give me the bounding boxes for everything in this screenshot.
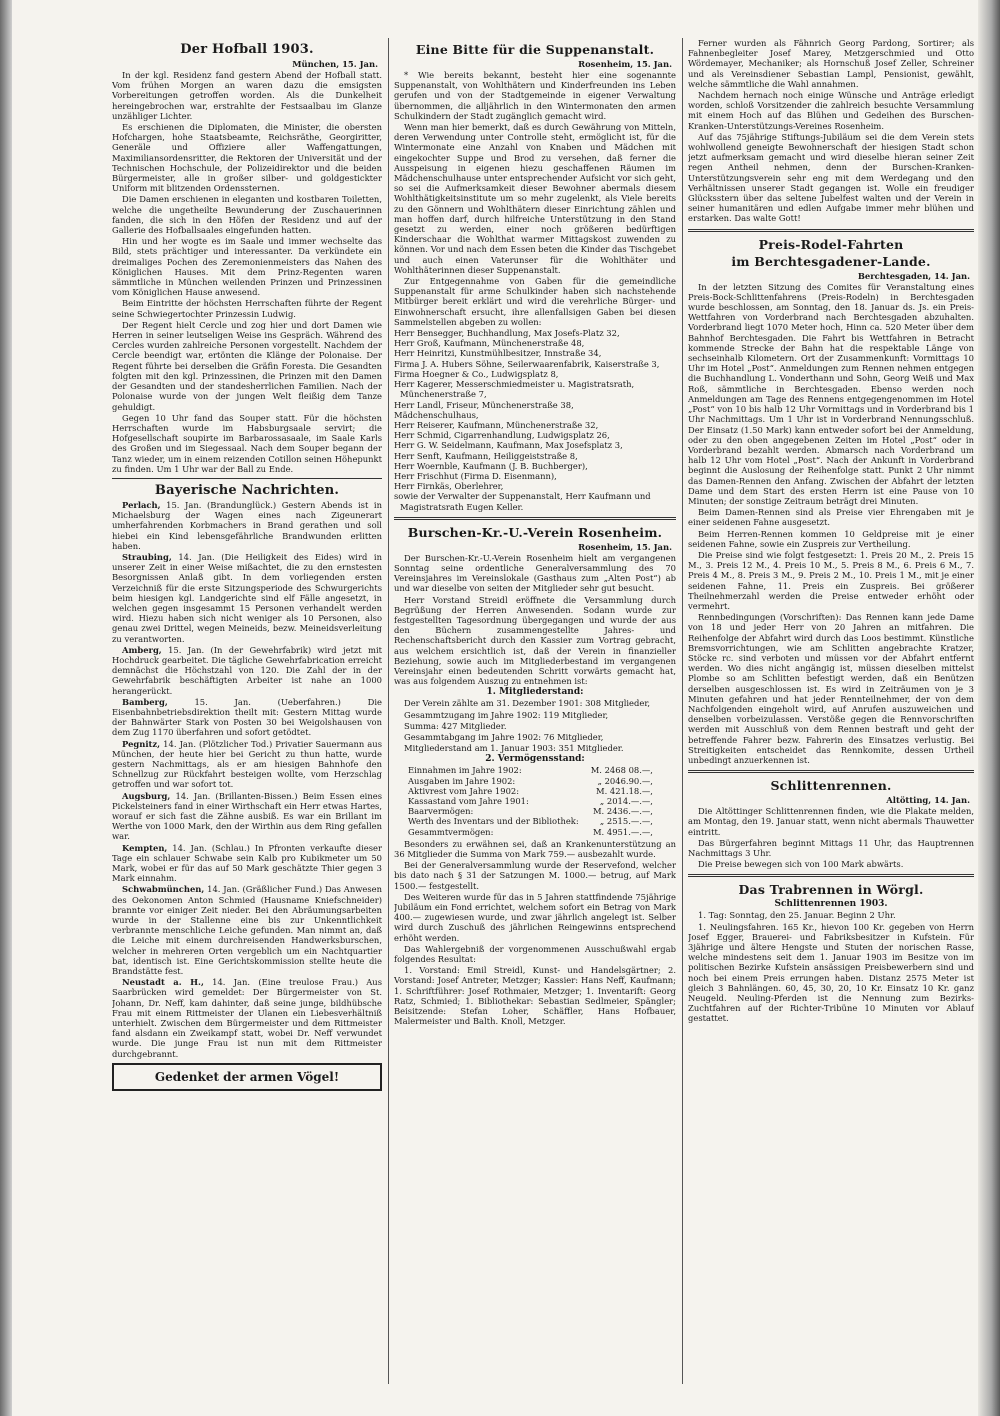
entry-text: 14. Jan. (Schlau.) In Pfronten verkaufte dieser Tage ein schlauer Schwabe sein Kalb pro Kubikmeter um 50 Mark, wobei er für das auf 50 Mark geschätzte Thier gegen 3 Mark einnahm. — [112, 842, 382, 884]
paragraph: Das Wahlergebniß der vorgenommenen Ausschußwahl ergab folgendes Resultat: — [394, 943, 676, 965]
scan-right-edge — [978, 0, 1000, 1416]
finance-value: „ 2014.—.—, — [599, 796, 653, 806]
finance-label: Kassastand vom Jahre 1901: — [408, 796, 529, 806]
article-title: Schlittenrennen. — [770, 778, 892, 794]
donor-item: Herr Woernble, Kaufmann (J. B. Buchberger), — [394, 460, 588, 471]
donor-list — [394, 328, 676, 512]
donor-item: Herr Frischhut (Firma D. Eisenmann), — [394, 470, 557, 481]
news-entry — [112, 500, 382, 551]
finance-label: Baarvermögen: — [408, 806, 474, 817]
column-2 — [394, 38, 676, 1384]
article-burschen-verein — [394, 525, 676, 1027]
finance-row — [408, 827, 657, 837]
article-hofball — [112, 42, 382, 474]
finance-value: „ 2515.—.—, — [599, 816, 653, 827]
section-heading: 2. Vermögensstand: — [485, 754, 585, 765]
divider — [112, 478, 382, 479]
divider — [688, 229, 974, 232]
finance-value: „ 2046.90.—, — [597, 775, 653, 786]
dateline: Berchtesgaden, 14. Jan. — [857, 270, 970, 281]
donor-item: Mädchenschulhaus, — [394, 409, 479, 420]
entry-place: Bamberg, — [122, 696, 168, 707]
donor-item: Firma Hoegner & Co., Ludwigsplatz 8, — [394, 368, 559, 379]
finance-row — [408, 806, 657, 816]
entry-text: 14. Jan. (Plötzlicher Tod.) Privatier Sauermann aus München, der heute hier bei Gericht zu thun hatte, wurde gestern Nachmittags, als er am hiesigen Bahnhofe den Schnellzug zur Rückfahrt besteigen wollte, vom Herzschlag getroffen und war sofort tot. — [112, 738, 382, 790]
divider — [688, 874, 974, 877]
article-title: Preis-Rodel-Fahrten — [758, 236, 904, 252]
news-entry — [112, 884, 382, 976]
article-trabrennen-woergl — [688, 882, 974, 1023]
article-title-line-2: im Berchtesgadener-Lande. — [731, 253, 931, 269]
dateline: Rosenheim, 15. Jan. — [578, 59, 672, 69]
column-3 — [688, 38, 974, 1384]
article-title: Das Trabrennen in Wörgl. — [738, 882, 924, 898]
entry-text: 15. Jan. (Ueberfahren.) Die Eisenbahnbetriebsdirektion theilt mit: Gestern Mittag wurde der Bahnwärter Stark von Posten 30 bei Weigolshausen von dem Zug 1170 überfahren und sofort getödtet. — [112, 696, 382, 738]
donor-item: Herr Heinritzi, Kunstmühlbesitzer, Innstraße 34, — [394, 348, 602, 359]
member-stat: Gesammtzugang im Jahre 1902: 119 Mitglieder, — [404, 709, 609, 720]
finance-label: Einnahmen im Jahre 1902: — [408, 765, 522, 776]
member-stat: Gesammtabgang im Jahre 1902: 76 Mitglieder, — [404, 731, 604, 742]
divider — [394, 517, 676, 520]
paragraph: 1. Vorstand: Emil Streidl, Kunst- und Handelsgärtner; 2. Vorstand: Josef Antreter, Metzger; Kassier: Hans Neff, Kaufmann; 1. Schriftführer: Josef Rothmaier, Metzger; 1. Inventarift: Georg Ratz, Schmied; 1. Bibliothekar: Sebastian Sedlmeier, Spängler; Beisitzende: Stefan Loher, Schäffler, Hans Hofbauer, Malermeister und Balth. Knoll, Metzger. — [394, 965, 676, 1027]
finance-label: Ausgaben im Jahre 1902: — [408, 775, 516, 786]
news-entry — [112, 552, 382, 644]
column-rule — [388, 38, 389, 1384]
paragraph: Ferner wurden als Fähnrich Georg Pardong, Sortirer; als Fahnenbegleiter Josef Marey, Metzgerschmied und Otto Wördemayer, Mechaniker; als Hornschuß Josef Zeller, Schreiner und als Vereinsdiener Sebastian Lampl, Pensionist, gewählt, welche sämmtliche die Wahl annahmen. — [688, 38, 974, 89]
paragraph: Des Weiteren wurde für das in 5 Jahren stattfindende 75jährige Jubiläum ein Fond errichtet, welchem sofort ein Betrag von Mark 400.— zugewiesen wurde, und zwar jährlich angelegt ist. Selber wird durch Zuschuß des jährlichen Reingewinns entsprechend erhöht werden. — [394, 891, 676, 943]
donor-item: Herr Landl, Friseur, Münchenerstraße 38, — [394, 399, 574, 410]
paragraph: Die Damen erschienen in eleganten und kostbaren Toiletten, welche die ungetheilte Bewunderung der Zuschauerinnen fanden, die sich in den Höfen der Residenz und auf der Gallerie des Hofballsaales eingefunden hatten. — [112, 194, 382, 236]
column-1 — [112, 38, 382, 1384]
news-entry — [112, 977, 382, 1059]
finance-table — [408, 765, 657, 836]
news-entry — [112, 739, 382, 790]
finance-row — [408, 776, 657, 786]
article-title: Burschen-Kr.-U.-Verein Rosenheim. — [407, 524, 663, 540]
paragraph: Beim Eintritte der höchsten Herrschaften führte der Regent seine Schwiegertochter Prinzessin Ludwig. — [112, 298, 382, 319]
finance-value: M. 2468 08.—, — [590, 765, 653, 776]
paragraph: Die Preise bewegen sich von 100 Mark abwärts. — [698, 859, 904, 870]
entry-text: 15. Jan. (Brandunglück.) Gestern Abends ist in Michaelsburg der Wagen eines nach Zigeunerart umherfahrenden Korbmachers in Brand gerathen und soll hiebei ein Kind lebensgefährliche Brandwunden erlitten haben. — [112, 499, 382, 551]
member-stat: Der Verein zählte am 31. Dezember 1901: 308 Mitglieder, — [404, 698, 651, 709]
news-entry — [112, 697, 382, 738]
newspaper-page — [112, 38, 974, 1384]
donor-item: Herr Kagerer, Messerschmiedmeister u. Magistratsrath, Münchenerstraße 7, — [394, 379, 635, 400]
finance-label: Werth des Inventars und der Bibliothek: — [408, 816, 579, 827]
entry-place: Kempten, — [122, 842, 168, 853]
paragraph: Der Regent hielt Cercle und zog hier und dort Damen wie Herren in seiner leutseligen Weise ins Gespräch. Während des Cercles wurden zahlreiche Personen vorgestellt. Nachdem der Cercle beendigt war, ertönten die Klänge der Polonaise. Der Regent führte bei derselben die Gräfin Foresta. Die Gesandten folgten mit den kgl. Prinzessinen, die Prinzen mit den Damen der Gesandten und der standesherrlichen Familien. Nach der Polonaise wurde von der jungen Welt fleißig dem Tanze gehuldigt. — [112, 319, 382, 412]
entry-text: 14. Jan. (Brillanten-Bissen.) Beim Essen eines Pickelsteiners fand in einer Wirthschaft ein Herr etwas Hartes, worauf er sich fast die Zähne ausbiß. Es war ein Brillant im Werthe von 1000 Mark, den der Wirthin aus dem Ring gefallen war. — [112, 790, 382, 842]
finance-row — [408, 796, 657, 806]
paragraph: Zur Entgegennahme von Gaben für die gemeindliche Suppenanstalt für arme Schulkinder haben sich nachstehende Mitbürger bereit erklärt und wird die verehrliche Bürger- und Einwohnerschaft ersucht, ihre allenfallsigen Gaben bei diesen Sammelstellen abgeben zu wollen: — [394, 276, 676, 327]
entry-text: 14. Jan. (Die Heiligkeit des Eides) wird in unserer Zeit in einer Weise mißachtet, die zu den ernstesten Besorgnissen Anlaß gibt. In dem vorliegenden ersten Verzeichniß für die erste Sitzungsperiode des Schwurgerichts beim hiesigen kgl. Landgerichte sind elf Fälle angesetzt, in welchen gegen insgesammt 15 Personen verhandelt werden wird. Hiezu haben sich nicht weniger als 10 Personen, also genau zwei Drittel, wegen Meineids, bezw. Meineidsverleitung zu verantworten. — [112, 551, 382, 644]
member-stat: Summa: 427 Mitglieder. — [404, 720, 507, 731]
news-entry — [112, 645, 382, 696]
paragraph: Die Altöttinger Schlittenrennen finden, wie die Plakate melden, am Montag, den 19. Januar statt, wenn nicht abermals Thauwetter eintritt. — [688, 806, 974, 837]
article-burschen-verein-continued — [688, 38, 974, 224]
paragraph: Herr Vorstand Streidl eröffnete die Versammlung durch Begrüßung der Herren Anwesenden. Sodann wurde zur festgestellten Tagesordnung übergegangen und wurde der aus den Büchern zusammengestellte Jahres- und Rechenschaftsbericht durch den Kassier zum Vortrag gebracht, aus welchem ersichtlich ist, daß der Verein in finanzieller Beziehung, sowie auch im Mitgliederbestand im vergangenen Vereinsjahr einen bedeutenden Schritt vorwärts gemacht hat, was aus folgendem Auszug zu entnehmen ist: — [394, 594, 676, 687]
article-suppenanstalt — [394, 42, 676, 512]
finance-value: M. 2436.—.—, — [592, 806, 653, 817]
paragraph: Der Burschen-Kr.-U.-Verein Rosenheim hielt am vergangenen Sonntag seine ordentliche Generalversammlung des 70 Vereinsjahres im Vereinslokale (Gasthaus zum „Alten Post“) ab und war dieselbe von seiten der Mitglieder sehr gut besucht. — [394, 552, 676, 594]
donor-item: Herr Bensegger, Buchhandlung, Max Josefs-Platz 32, — [394, 328, 620, 339]
finance-label: Gesammtvermögen: — [408, 826, 494, 837]
finance-row — [408, 765, 657, 775]
article-subtitle: Schlittenrennen 1903. — [774, 899, 888, 910]
dateline: Rosenheim, 15. Jan. — [578, 541, 672, 552]
article-schlittenrennen — [688, 778, 974, 869]
news-entry — [112, 843, 382, 884]
paragraph: In der kgl. Residenz fand gestern Abend der Hofball statt. Vom frühen Morgen an waren dazu die emsigsten Vorbereitungen getroffen worden. Als die Dunkelheit hereingebrochen war, erstrahlte der Festsaalbau im Glanze unzähliger Lichter. — [112, 70, 382, 121]
paragraph: Beim Herren-Rennen kommen 10 Geldpreise mit je einer seidenen Fahne, sowie ein Zuspreis zur Vertheilung. — [688, 528, 974, 549]
entry-text: 14. Jan. (Gräßlicher Fund.) Das Anwesen des Oekonomen Anton Schmied (Hausname Kniefschneider) brannte vor einiger Zeit nieder. Bei den Abräumungsarbeiten wurde in der Stallenne eine bis zur Unkenntlichkeit verbrannte menschliche Leiche gefunden. Man nimmt an, daß die Leiche mit einem durchreisenden Handwerksburschen, welcher in mehreren Orten vergeblich um ein Nachtquartier bat, identisch ist. Eine Gerichtskommission stellte heute die Brandstätte fest. — [112, 884, 382, 977]
finance-value: M. 4951.—.—, — [592, 826, 653, 837]
entry-place: Pegnitz, — [122, 738, 161, 749]
paragraph: Gegen 10 Uhr fand das Souper statt. Für die höchsten Herrschaften wurde im Habsburgsaale servirt; die Hofgesellschaft soupirte im Barbarossasaale, im Saale Karls des Großen und im Siegessaal. Nach dem Souper begann der Tanz wieder, um in einem reizenden Cotillon seinen Höhepunkt zu finden. Um 1 Uhr war der Ball zu Ende. — [112, 412, 382, 474]
entry-place: Amberg, — [122, 644, 162, 655]
paragraph: 1. Neulingsfahren. 165 Kr., hievon 100 Kr. gegeben von Herrn Josef Egger, Brauerei- und Fabriksbesitzer in Kufstein. Für 3jährige und ältere Hengste und Stuten der norischen Rasse, welche mindestens seit dem 1. Januar 1903 im Besitze von im politischen Bezirke Kufstein ansässigen Preisbewerbern sind und noch bei einem Preis errungen haben. Distanz 2575 Meter ist gleich 3 Bahnlängen. 60, 45, 30, 20, 10 Kr. Einsatz 10 Kr. ganz Neugeld. Neuling-Pferden ist die Nennung zum Bezirks-Zuchtfahren auf der Richter-Tribüne 10 Minuten vor Ablauf gestattet. — [688, 921, 974, 1024]
paragraph: Hin und her wogte es im Saale und immer wechselte das Bild, stets prächtiger und interessanter. Da verkündete ein dreimaliges Pochen des Zeremonienmeisters das Nahen des Königlichen Hauses. Mit dem Prinz-Regenten waren sämmtliche in München weilenden Prinzen und Prinzessinen vom Königlichen Hause anwesend. — [112, 236, 382, 298]
paragraph: Die Preise sind wie folgt festgesetzt: 1. Preis 20 M., 2. Preis 15 M., 3. Preis 12 M., 4. Preis 10 M., 5. Preis 8 M., 6. Preis 6 M., 7. Preis 4 M., 8. Preis 3 M., 9. Preis 2 M., 10. Preis 1 M., mit je einer seidenen Fahne, 11. Preis ein Zuspreis. Bei größerer Theilnehmerzahl werden die Preise entweder erhöht oder vermehrt. — [688, 549, 974, 611]
article-preis-rodel — [688, 237, 974, 766]
paragraph: Bei der Generalversammlung wurde der Reservefond, welcher bis dato nach § 31 der Satzungen M. 1000.— betrug, auf Mark 1500.— festgestellt. — [394, 860, 676, 891]
article-title: Bayerische Nachrichten. — [154, 482, 340, 498]
paragraph: Es erschienen die Diplomaten, die Minister, die obersten Hofchargen, hohe Staatsbeamte, Reichsräthe, Georgiritter, Generäle und Offiziere aller Waffengattungen, Maximiliansordensritter, die Rektoren der Universität und der Technischen Hochschule, der Polizeidirektor und die beiden Bürgermeister, alle in großer silber- und goldgestickter Uniform mit blitzenden Ordenssternen. — [112, 122, 382, 194]
paragraph: Das Bürgerfahren beginnt Mittags 11 Uhr, das Hauptrennen Nachmittags 3 Uhr. — [688, 837, 974, 859]
entry-place: Straubing, — [122, 551, 172, 562]
news-entry — [112, 791, 382, 842]
entry-place: Schwabmünchen, — [122, 884, 205, 895]
section-heading: 1. Mitgliederstand: — [486, 687, 584, 698]
paragraph: * Wie bereits bekannt, besteht hier eine sogenannte Suppenanstalt, von Wohlthätern und Kinderfreunden ins Leben gerufen und von der Stadtgemeinde in eigener Verwaltung übernommen, die alljährlich in den Wintermonaten den armen Schulkindern der Stadt zugänglich gemacht wird. — [394, 70, 676, 121]
scan-left-edge — [0, 0, 12, 1416]
entry-place: Augsburg, — [122, 790, 171, 801]
article-bayerische-nachrichten — [112, 483, 382, 1059]
finance-value: M. 421.18.—, — [596, 785, 653, 796]
paragraph: Wenn man hier bemerkt, daß es durch Gewährung von Mitteln, deren Verwendung unter Controlle steht, ermöglicht ist, für die Wintermonate eine Anzahl von Knaben und Mädchen mit eingekochter Suppe und Brod zu versehen, daß ferner die Ausspeisung in eigenen hiezu geschaffenen Räumen im Mädchenschulhause unter entsprechender Aufsicht vor sich geht, so sei die Aufmerksamkeit dieser Bewohner abermals diesem Wohlthätigkeitsinstitute um so mehr zugelenkt, als Viele bereits zu den Gönnern und Wohlthätern dieser Einrichtung zählen und man hoffen darf, durch hilfreiche Unterstützung in den Stand gesetzt zu werden, einer noch größeren bedürftigen Kinderschaar die Wohlthat warmer Mittagskost zuwenden zu können. Vor und nach dem Essen beten die Kinder das Tischgebet und auch einen Vaterunser für die Wohlthäter und Wohlthäterinnen dieser Suppenanstalt. — [394, 122, 676, 275]
article-title: Eine Bitte für die Suppenanstalt. — [415, 42, 655, 57]
entry-place: Perlach, — [122, 499, 161, 510]
member-stat: Mitgliederstand am 1. Januar 1903: 351 Mitglieder. — [404, 743, 624, 754]
paragraph: Rennbedingungen (Vorschriften): Das Rennen kann jede Dame von 18 und jeder Herr von 20 Jahren an mitfahren. Die Reihenfolge der Abfahrt wird durch das Loos bestimmt. Künstliche Bremsvorrichtungen, wie am Schlitten angebrachte Kratzer, Stöcke rc. sind verboten und müssen vor der Abfahrt entfernt werden. Wo dies nicht angängig ist, müssen dieselben mittelst Plombe so am Schlitten befestigt werden, daß ein Benützen derselben ausgeschlossen ist. Es wird in Zeiträumen von je 3 Minuten gefahren und hat jeder Rennteilnehmer, der von dem Nachfolgenden eingeholt wird, auf Anrufen auszuweichen und denselben vorbeizulassen. Verstöße gegen die Rennvorschriften werden mit Ausschluß von dem Rennen bestraft und geht der betreffende Fahrer bezw. Fahrerin des Einsatzes verlustig. Bei Streitigkeiten entscheidet das Rennkomite, dessen Urtheil unbedingt anzuerkennen ist. — [688, 612, 974, 765]
donor-item: Herr Senft, Kaufmann, Heiliggeiststraße 8, — [394, 450, 578, 461]
finance-label: Aktivrest vom Jahre 1902: — [408, 785, 520, 796]
entry-text: 15. Jan. (In der Gewehrfabrik) wird jetzt mit Hochdruck gearbeitet. Die tägliche Gewehrfabrication erreicht demnächst die Höchstzahl von 120. Die Zahl der in der Gewehrfabrik beschäftigten Arbeiter ist nahe an 1000 herangerückt. — [112, 644, 382, 696]
donor-item: Herr Firnkäs, Oberlehrer, — [394, 481, 504, 492]
paragraph: Auf das 75jährige Stiftungs-Jubiläum sei die dem Verein stets wohlwollend geneigte Bewohnerschaft der hiesigen Stadt schon jetzt aufmerksam gemacht und wird dieselbe hieran seiner Zeit regen Antheil nehmen, denn der Burschen-Kranken-Unterstützungsverein sehr eng mit dem Werdegang und den Verhältnissen unserer Stadt gegangen ist. Wolle ein freudiger Glücksstern über das seltene Jubelfest walten und der Verein in seiner humanitären und edlen Aufgabe immer mehr blühen und erstarken. Das walte Gott! — [688, 131, 974, 224]
paragraph: In der letzten Sitzung des Comites für Veranstaltung eines Preis-Bock-Schlittenfahrens (Preis-Rodeln) in Berchtesgaden wurde beschlossen, am Sonntag, den 18. Januar ds. Js. ein Preis-Wettfahren von Vorderbrand nach Berchtesgaden abzuhalten. Vorderbrand liegt 1070 Meter hoch, Hinn ca. 520 Meter über dem Bahnhof Berchtesgaden. Die Fahrt bis Wettfahren in Betracht kommende Strecke der Bahn hat die respektable Länge von sechseinhalb Kilometern. Ort der Zusammenkunft: Vormittags 10 Uhr im Hotel „Post“. Anmeldungen zum Rennen nehmen entgegen die Buchhandlung L. Vonderthann und Sohn, Georg Weiß und Max Roß, sämmtliche in Berchtesgaden. Ebenso werden noch Anmeldungen am Tage des Rennens entgegengenommen im Hotel „Post“ von 10 bis halb 12 Uhr Vormittags und in Vorderbrand bis 1 Uhr Nachmittags. Um 1 Uhr ist in Vorderbrand Nennungsschluß. Der Einsatz (1.50 Mark) kann entweder sofort bei der Anmeldung, oder zu den oben angegebenen Zeiten im Hotel „Post“ oder in Vorderbrand bezahlt werden. Abmarsch nach Vorderbrand um halb 12 Uhr vom Hotel „Post“. Nach der Ankunft in Vorderbrand beginnt die Auslosung der Reihenfolge statt. Punkt 2 Uhr nimmt das Damen-Rennen den Anfang. Zwischen der Abfahrt der letzten Dame und dem Start des ersten Herrn ist eine Pause von 10 Minuten; der sonstige Zeitraum beträgt drei Minuten. — [688, 281, 974, 506]
donor-item: Herr Groß, Kaufmann, Münchenerstraße 48, — [394, 338, 585, 349]
paragraph: Nachdem hernach noch einige Wünsche und Anträge erledigt worden, schloß Vorsitzender die zahlreich besuchte Versammlung mit einem Hoch auf das Blühen und Gedeihen des Burschen-Kranken-Unterstützungs-Vereines Rosenheim. — [688, 90, 974, 131]
donor-item: Firma J. A. Hubers Söhne, Seilerwaarenfabrik, Kaiserstraße 3, — [394, 358, 660, 369]
article-title: Der Hofball 1903. — [180, 42, 314, 57]
finance-row — [408, 816, 657, 826]
donor-item: Herr Reiserer, Kaufmann, Münchenerstraße 32, — [394, 419, 599, 430]
donor-item: sowie der Verwalter der Suppenanstalt, Herr Kaufmann und Magistratsrath Eugen Keller. — [394, 491, 651, 512]
entry-place: Neustadt a. H., — [122, 977, 204, 988]
divider — [688, 770, 974, 773]
finance-row — [408, 786, 657, 796]
donor-item: Herr G. W. Seidelmann, Kaufmann, Max Josefsplatz 3, — [394, 440, 623, 451]
banner-box: Gedenket der armen Vögel! — [112, 1063, 382, 1091]
paragraph: Beim Damen-Rennen sind als Preise vier Ehrengaben mit je einer seidenen Fahne ausgesetzt. — [688, 507, 974, 528]
schedule-line: 1. Tag: Sonntag, den 25. Januar. Beginn 2 Uhr. — [698, 910, 896, 921]
donor-item: Herr Schmid, Cigarrenhandlung, Ludwigsplatz 26, — [394, 430, 610, 441]
dateline: München, 15. Jan. — [292, 59, 378, 69]
column-rule — [682, 38, 683, 1384]
entry-text: 14. Jan. (Eine treulose Frau.) Aus Saarbrücken wird gemeldet: Der Bürgermeister von St. Johann, Dr. Neff, kam dahinter, daß seine junge, bildhübsche Frau mit einem Rittmeister der Ulanen ein Liebesverhältniß unterhielt. Zwischen dem Bürgermeister und dem Rittmeister fand alsdann ein Zweikampf statt, wobei Dr. Neff verwundet wurde. Die junge Frau ist nun mit dem Rittmeister durchgebrannt. — [112, 977, 382, 1059]
dateline: Altötting, 14. Jan. — [886, 795, 970, 806]
paragraph: Besonders zu erwähnen sei, daß an Krankenunterstützung an 36 Mitglieder die Summa von Mark 759.— ausbezahlt wurde. — [394, 838, 676, 860]
